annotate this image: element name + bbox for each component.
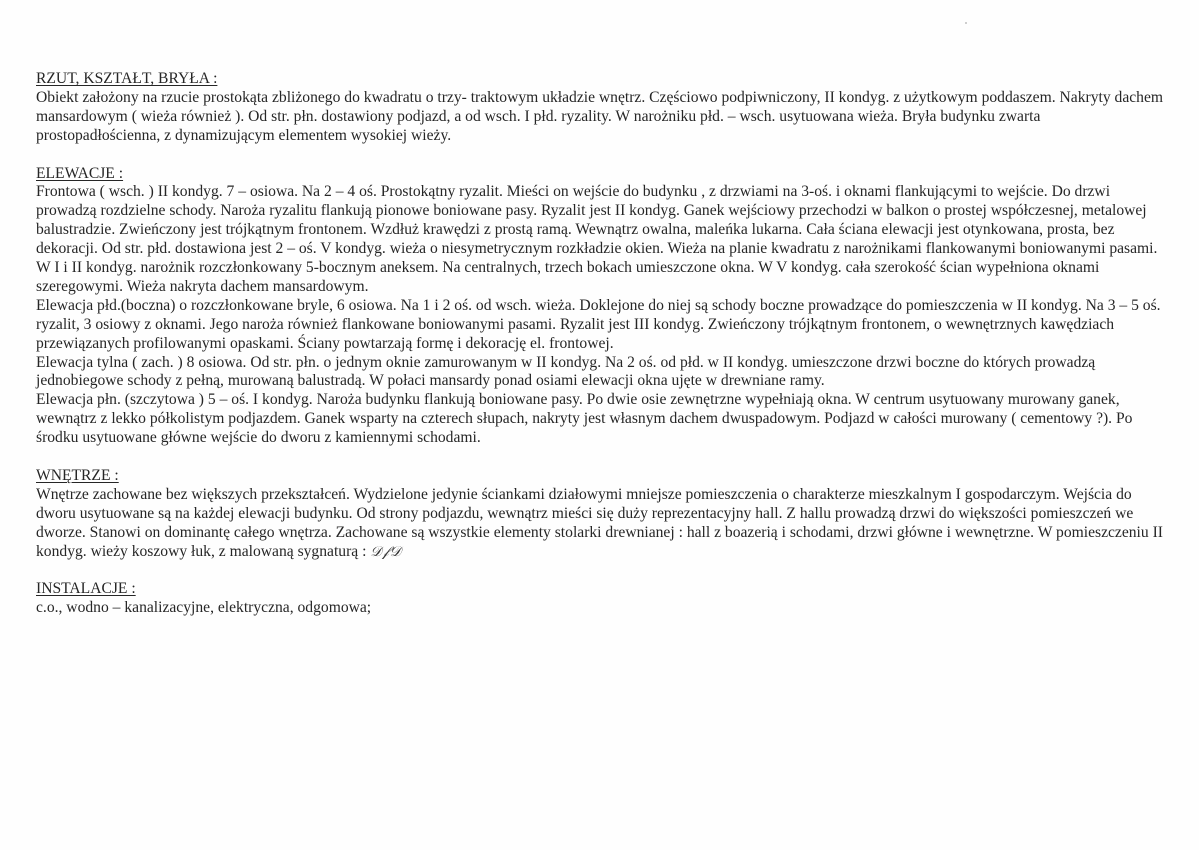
section-wnetrze <box>36 467 1164 562</box>
section-paragraph: c.o., wodno – kanalizacyjne, elektryczna, odgomowa; <box>36 599 372 617</box>
section-paragraph <box>36 486 1164 562</box>
painted-signature: 𝒟𝒻𝒟 <box>370 543 402 560</box>
section-paragraph: Obiekt założony na rzucie prostokąta zbliżonego do kwadratu o trzy- traktowym układzie wnętrz. Częściowo podpiwniczony, II kondyg. z użytkowym poddaszem. Nakryty dachem mansardowym ( wieża również ). Od str. płn. dostawiony podjazd, a od wsch. I płd. ryzality. W narożniku płd. – wsch. usytuowana wieża. Bryła budynku zwarta prostopadłościenna, z dynamizującym elementem wysokiej wieży. <box>36 88 1164 144</box>
scan-speck <box>965 22 967 24</box>
paragraph-text: Wnętrze zachowane bez większych przekształceń. Wydzielone jedynie ściankami działowymi mniejsze pomieszczenia o charakterze mieszkalnym I gospodarczym. Wejścia do dworu usytuowane są na każdej elewacji budynku. Od strony podjazdu, wewnątrz mieści się duży reprezentacyjny hall. Z hallu prowadzą drzwi do większości pomieszczeń we dworze. Stanowi on dominantę całego wnętrza. Zachowane są wszystkie elementy stolarki drewnianej : hall z boazerią i schodami, drzwi główne i wewnętrzne. W pomieszczeniu II kondyg. wieży koszowy łuk, z malowaną sygnaturą : <box>36 485 1163 560</box>
section-instalacje <box>36 580 1164 618</box>
section-paragraph: Elewacja tylna ( zach. ) 8 osiowa. Od str. płn. o jednym oknie zamurowanym w II kondyg. Na 2 oś. od płd. w II kondyg. umieszczone drzwi boczne do których prowadzą jednobiegowe schody z pełną, murowaną balustradą. W połaci mansardy ponad osiami elewacji okna ujęte w drewniane ramy. <box>36 353 1096 390</box>
section-heading: WNĘTRZE : <box>36 467 119 484</box>
document-body <box>36 70 1164 637</box>
section-heading: INSTALACJE : <box>36 580 136 598</box>
section-paragraph: Frontowa ( wsch. ) II kondyg. 7 – osiowa. Na 2 – 4 oś. Prostokątny ryzalit. Mieści on wejście do budynku , z drzwiami na 3-oś. i oknami flankującymi to wejście. Do drzwi prowadzą rozdzielne schody. Naroża ryzalitu flankują pionowe boniowane pasy. Ryzalit jest II kondyg. Ganek wejściowy przechodzi w balkon o prostej współczesnej, metalowej balustradzie. Zwieńczony jest trójkątnym frontonem. Wzdłuż krawędzi z prostą ramą. Wewnątrz owalna, maleńka lukarna. Cała ściana elewacji jest otynkowana, prosta, bez dekoracji. Od str. płd. dostawiona jest 2 – oś. V kondyg. wieża o niesymetrycznym rozkładzie okien. Wieża na planie kwadratu z narożnikami flankowanymi boniowanymi pasami. W I i II kondyg. narożnik rozczłonkowany 5-bocznym aneksem. Na centralnych, trzech bokach umieszczone okna. W V kondyg. cała szerokość ścian wypełniona oknami szeregowymi. Wieża nakryta dachem mansardowym. <box>36 183 1158 295</box>
section-elewacje <box>36 165 1164 449</box>
section-heading: ELEWACJE : <box>36 164 124 182</box>
section-heading: RZUT, KSZTAŁT, BRYŁA : <box>36 70 218 87</box>
section-rzut <box>36 70 1164 146</box>
section-paragraph: Elewacja płn. (szczytowa ) 5 – oś. I kondyg. Naroża budynku flankują boniowane pasy. Po dwie osie zewnętrzne wypełniają okna. W centrum usytuowany murowany ganek, wewnątrz z lekko półkolistym podjazdem. Ganek wsparty na czterech słupach, nakryty jest własnym dachem dwuspadowym. Podjazd w całości murowany ( cementowy ?). Po środku usytuowane główne wejście do dworu z kamiennymi schodami. <box>36 391 1133 447</box>
section-paragraph: Elewacja płd.(boczna) o rozczłonkowane bryle, 6 osiowa. Na 1 i 2 oś. od wsch. wieża. Doklejone do niej są schody boczne prowadzące do pomieszczenia w II kondyg. Na 3 – 5 oś. ryzalit, 3 osiowy z oknami. Jego naroża również flankowane boniowanymi pasami. Ryzalit jest III kondyg. Zwieńczony trójkątnym frontonem, o wewnętrznych kawędziach przewiązanych profilowanymi opaskami. Ściany powtarzają formę i dekorację el. frontowej. <box>36 296 1161 352</box>
